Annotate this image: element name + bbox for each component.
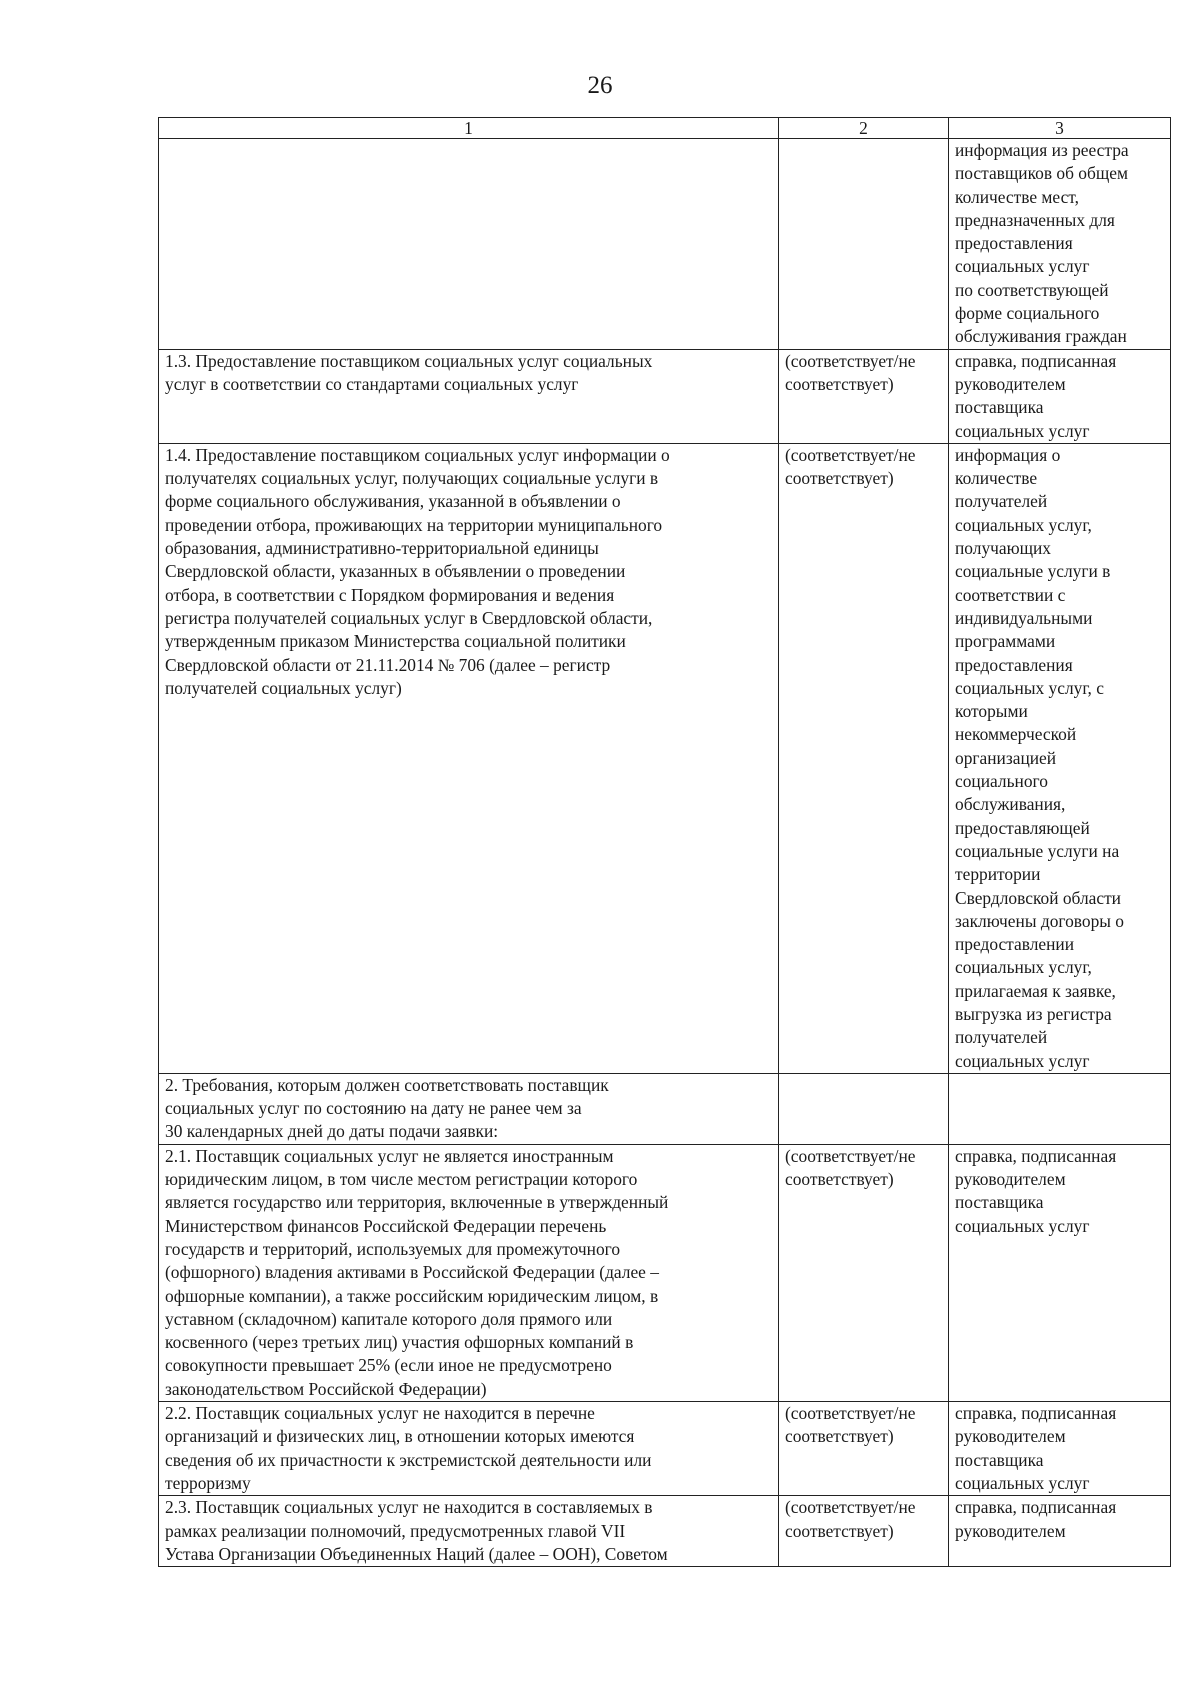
- table-row: [159, 1402, 1171, 1496]
- document-cell: справка, подписанная руководителем поставщика социальных услуг: [949, 1144, 1171, 1401]
- page-number: 26: [587, 72, 613, 99]
- requirements-table: [158, 117, 1171, 1567]
- compliance-cell: (соответствует/не соответствует): [779, 1144, 949, 1401]
- table-row: [159, 349, 1171, 443]
- table-row: [159, 1496, 1171, 1567]
- requirement-cell: 1.3. Предоставление поставщиком социальных услуг социальных услуг в соответствии со стандартами социальных услуг: [159, 349, 779, 443]
- table-row: [159, 443, 1171, 1073]
- compliance-cell: (соответствует/не соответствует): [779, 1496, 949, 1567]
- compliance-cell: [779, 1073, 949, 1144]
- requirement-cell: 2.2. Поставщик социальных услуг не находится в перечне организаций и физических лиц, в отношении которых имеются сведения об их причастности к экстремистской деятельности или терроризму: [159, 1402, 779, 1496]
- requirement-cell: 2.3. Поставщик социальных услуг не находится в составляемых в рамках реализации полномочий, предусмотренных главой VII Устава Организации Объединенных Наций (далее – ООН), Советом: [159, 1496, 779, 1567]
- document-cell: [949, 1073, 1171, 1144]
- requirement-cell: 1.4. Предоставление поставщиком социальных услуг информации о получателях социальных услуг, получающих социальные услуги в форме социального обслуживания, указанной в объявлении о проведении отбора, проживающих на территории муниципального образования, административно-территориальной единицы Свердловской области, указанных в объявлении о проведении отбора, в соответствии с Порядком формирования и ведения регистра получателей социальных услуг в Свердловской области, утвержденным приказом Министерства социальной политики Свердловской области от 21.11.2014 № 706 (далее – регистр получателей социальных услуг): [159, 443, 779, 1073]
- table-header-row: [159, 118, 1171, 139]
- table-row: [159, 1073, 1171, 1144]
- compliance-cell: (соответствует/не соответствует): [779, 349, 949, 443]
- requirement-cell: 2. Требования, которым должен соответствовать поставщик социальных услуг по состоянию на дату не ранее чем за 30 календарных дней до даты подачи заявки:: [159, 1073, 779, 1144]
- header-cell: 3: [949, 118, 1171, 139]
- document-cell: информация из реестра поставщиков об общем количестве мест, предназначенных для предоставления социальных услуг по соответствующей форме социального обслуживания граждан: [949, 139, 1171, 350]
- document-cell: справка, подписанная руководителем поставщика социальных услуг: [949, 349, 1171, 443]
- table-row: [159, 1144, 1171, 1401]
- document-cell: информация о количестве получателей социальных услуг, получающих социальные услуги в соответствии с индивидуальными программами предоставления социальных услуг, с которыми некоммерческой организацией социального обслуживания, предоставляющей социальные услуги на территории Свердловской области заключены договоры о предоставлении социальных услуг, прилагаемая к заявке, выгрузка из регистра получателей социальных услуг: [949, 443, 1171, 1073]
- header-cell: 1: [159, 118, 779, 139]
- compliance-cell: (соответствует/не соответствует): [779, 1402, 949, 1496]
- compliance-cell: [779, 139, 949, 350]
- compliance-cell: (соответствует/не соответствует): [779, 443, 949, 1073]
- header-cell: 2: [779, 118, 949, 139]
- table-row: [159, 139, 1171, 350]
- document-cell: справка, подписанная руководителем поставщика социальных услуг: [949, 1402, 1171, 1496]
- requirement-cell: [159, 139, 779, 350]
- document-cell: справка, подписанная руководителем: [949, 1496, 1171, 1567]
- requirement-cell: 2.1. Поставщик социальных услуг не является иностранным юридическим лицом, в том числе местом регистрации которого является государство или территория, включенные в утвержденный Министерством финансов Российской Федерации перечень государств и территорий, используемых для промежуточного (офшорного) владения активами в Российской Федерации (далее – офшорные компании), а также российским юридическим лицом, в уставном (складочном) капитале которого доля прямого или косвенного (через третьих лиц) участия офшорных компаний в совокупности превышает 25% (если иное не предусмотрено законодательством Российской Федерации): [159, 1144, 779, 1401]
